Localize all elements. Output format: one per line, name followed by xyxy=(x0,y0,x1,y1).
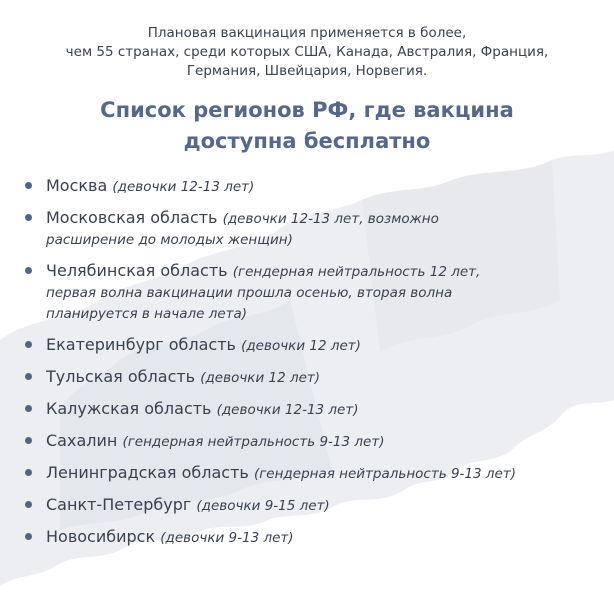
intro-text xyxy=(0,24,614,81)
region-note: (девочки 9-15 лет) xyxy=(196,498,330,514)
title-line: Список регионов РФ, где вакцина xyxy=(100,98,514,122)
list-item xyxy=(24,399,604,420)
region-note: (девочки 12 лет) xyxy=(241,338,361,354)
list-item xyxy=(24,176,604,197)
region-note: (девочки 12-13 лет) xyxy=(216,402,359,418)
region-note: (гендерная нейтральность 12 лет, xyxy=(232,264,481,280)
regions-list xyxy=(24,176,604,559)
region-name: Челябинская область xyxy=(46,261,228,280)
region-name: Сахалин xyxy=(46,431,118,450)
region-name: Ленинградская область xyxy=(46,463,249,482)
region-name: Тульская область xyxy=(46,367,196,386)
region-name: Московская область xyxy=(46,208,218,227)
bullet-dot xyxy=(25,182,32,189)
region-note-cont: планируется в начале лета) xyxy=(46,306,248,322)
region-note-cont: расширение до молодых женщин) xyxy=(46,232,293,248)
list-item xyxy=(24,335,604,356)
title-line: доступна бесплатно xyxy=(183,129,431,153)
bullet-dot xyxy=(25,533,32,540)
bullet-dot xyxy=(25,501,32,508)
bullet-dot xyxy=(25,373,32,380)
region-name: Санкт-Петербург xyxy=(46,495,192,514)
bullet-dot xyxy=(25,267,32,274)
bullet-dot xyxy=(25,469,32,476)
region-note: (гендерная нейтральность 9-13 лет) xyxy=(253,466,516,482)
intro-line: чем 55 странах, среди которых США, Канада, Австралия, Франция, xyxy=(65,44,549,60)
list-item xyxy=(24,495,604,516)
bullet-dot xyxy=(25,214,32,221)
region-name: Екатеринбург область xyxy=(46,335,236,354)
list-item xyxy=(24,431,604,452)
region-name: Калужская область xyxy=(46,399,212,418)
list-item xyxy=(24,261,604,324)
bullet-dot xyxy=(25,341,32,348)
region-note: (девочки 12-13 лет) xyxy=(112,179,255,195)
list-item xyxy=(24,463,604,484)
intro-line: Германия, Швейцария, Норвегия. xyxy=(186,63,428,79)
list-item xyxy=(24,208,604,250)
bullet-dot xyxy=(25,437,32,444)
page-title xyxy=(0,95,614,157)
list-item xyxy=(24,367,604,388)
region-note: (девочки 9-13 лет) xyxy=(160,530,294,546)
intro-line: Плановая вакцинация применяется в более, xyxy=(147,25,467,41)
region-note: (девочки 12 лет) xyxy=(200,370,321,386)
bullet-dot xyxy=(25,405,32,412)
list-item xyxy=(24,527,604,548)
region-note: (девочки 12-13 лет, возможно xyxy=(222,211,439,227)
region-name: Москва xyxy=(46,176,108,195)
region-note: (гендерная нейтральность 9-13 лет) xyxy=(122,434,385,450)
region-name: Новосибирск xyxy=(46,527,156,546)
region-note-cont: первая волна вакцинации прошла осенью, вторая волна xyxy=(46,285,453,301)
